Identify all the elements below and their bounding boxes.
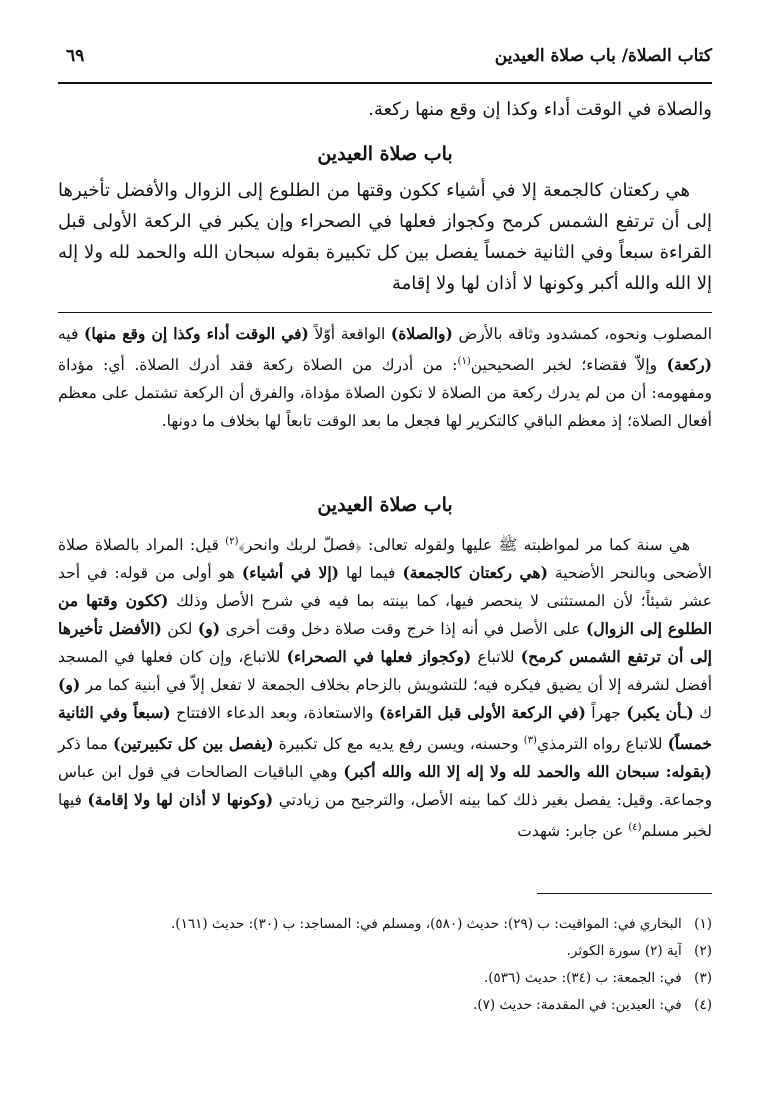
text-segment: (وكجواز فعلها في الصحراء): [286, 647, 472, 667]
text-segment: عن جابر: شهدت: [517, 822, 629, 841]
text-segment: فيها لخبر مسلم: [58, 791, 712, 841]
footnote-text: في: الجمعة: ب (٣٤): حديث (٥٣٦).: [483, 970, 686, 986]
text-segment: (إلا في أشياء): [241, 563, 340, 583]
footnote-marker: (٢): [225, 536, 239, 547]
footnote-item: [58, 941, 712, 961]
text-segment: الواقعة أوّلاً: [308, 325, 391, 343]
text-segment: (بقوله: سبحان الله والحمد لله ولا إله إلا الله والله أكبر): [343, 762, 712, 782]
text-segment: مما ذكر: [58, 735, 114, 754]
footnote-item: [58, 995, 712, 1015]
footnote-item: [58, 968, 712, 988]
footnote-marker: (٣): [523, 735, 537, 747]
footnote-number: (١): [694, 916, 712, 932]
text-segment: (ـأن يكبر): [626, 703, 694, 723]
text-segment: (و): [197, 619, 221, 639]
sharh-paragraph-2: [58, 528, 712, 845]
running-header: [58, 44, 712, 78]
page-number: ٦٩: [66, 46, 85, 66]
footnote-number: (٢): [694, 943, 712, 959]
footnote-text: في: العيدين: في المقدمة: حديث (٧).: [473, 997, 686, 1013]
text-segment: وحسنه، ويسن رفع يديه مع كل تكبيرة: [273, 735, 524, 754]
text-segment: هي سنة كما مر لمواظبته ﷺ عليها ولقوله تعالى: ﴿فصلّ لربك وانحر﴾: [238, 536, 690, 555]
text-segment: (هي ركعتان كالجمعة): [402, 563, 548, 583]
matn-section-heading: باب صلاة العيدين: [317, 143, 453, 165]
footnote-item: [58, 914, 712, 934]
text-segment: (و): [58, 675, 81, 695]
matn-intro-line: والصلاة في الوقت أداء وكذا إن وقع منها ركعة.: [368, 99, 712, 120]
text-segment: وهي الباقيات الصالحات في قول ابن عباس وجماعة. وقيل: يفصل بغير ذلك كما بينه الأصل، والترجيح من زيادتي: [58, 763, 712, 810]
matn-sharh-divider: [58, 312, 712, 313]
book-page: [58, 0, 712, 1097]
chapter-title: كتاب الصلاة/ باب صلاة العيدين: [494, 46, 712, 66]
footnote-text: البخاري في: المواقيت: ب (٢٩): حديث (٥٨٠)، ومسلم في: المساجد: ب (٣٠): حديث (١٦١).: [171, 916, 686, 932]
text-segment: للاتباع: [471, 648, 521, 667]
text-segment: المصلوب ونحوه، كمشدود وثاقه بالأرض: [452, 325, 712, 343]
text-segment: ك: [693, 704, 712, 723]
footnote-number: (٤): [694, 997, 712, 1013]
text-segment: (في الوقت أداء وكذا إن وقع منها): [84, 324, 309, 343]
text-segment: (ككون وقتها من الطلوع إلى الزوال): [58, 591, 713, 639]
text-segment: للاتباع رواه الترمذي: [536, 735, 668, 754]
sharh-section-heading: باب صلاة العيدين: [317, 494, 453, 516]
text-segment: (في الركعة الأولى قبل القراءة): [379, 703, 586, 723]
sharh-paragraph-1: [58, 320, 712, 435]
text-segment: : من أدرك من الصلاة ركعة فقد أدرك الصلاة. أي: مؤداة ومفهومه: أن من لم يدرك ركعة من الصلاة لا تكون الصلاة مؤداة، والفرق أن الركعة تشتمل على معظم أفعال الصلاة؛ إذ معظم الباقي كالتكرير لها فجعل ما بعد الوقت تابعاً لها بخلاف ما دونها.: [58, 356, 712, 431]
text-segment: وإلاّ فقضاء؛ لخبر الصحيحين: [470, 356, 667, 375]
footnote-text: آية (٢) سورة الكوثر.: [566, 943, 686, 959]
text-segment: قيل: المراد بالصلاة صلاة الأضحى وبالنحر الأضحية: [58, 536, 712, 583]
text-segment: (الأفضل تأخيرها إلى أن ترتفع الشمس كرمح): [58, 619, 712, 667]
text-segment: هو أولى من قوله: في أحد عشر شيئاً؛ لأن المستثنى لا ينحصر فيها، كما بينته بما فيه في شرح الأصل وذلك: [58, 564, 713, 611]
text-segment: على الأصل في أنه إذا خرج وقت صلاة دخل وقت أخرى: [220, 620, 586, 639]
text-segment: (وكونها لا أذان لها ولا إقامة): [87, 790, 274, 810]
footnote-rule: [537, 893, 712, 894]
matn-paragraph: هي ركعتان كالجمعة إلا في أشياء ككون وقتها من الطلوع إلى الزوال والأفضل تأخيرها إلى أن ترتفع الشمس كرمح وكجواز فعلها في الصحراء وإن يكبر في الركعة الأولى قبل القراءة سبعاً وفي الثانية خمساً يفصل بين كل تكبيرة بقوله سبحان الله والحمد لله ولا إله إلا الله والله أكبر وكونها لا أذان لها ولا إقامة: [58, 180, 712, 294]
header-rule: [58, 82, 712, 84]
text-segment: (يفصل بين كل تكبيرتين): [113, 734, 274, 754]
text-segment: (والصلاة): [390, 324, 453, 343]
text-segment: فيما لها: [339, 564, 403, 583]
text-segment: للاتباع، وإن كان فعلها في المسجد أفضل لشرفه إلا أن يضيق فيكره فيه؛ للتشويش بالزحام بخلاف الجمعة لا تفعل إلاّ في أبنية كما مر: [58, 648, 712, 695]
text-segment: (سبعاً وفي الثانية خمساً): [58, 703, 712, 754]
text-segment: لكن: [161, 620, 198, 639]
text-segment: (ركعة): [666, 355, 712, 375]
footnote-marker: (١): [457, 356, 471, 367]
footnote-number: (٣): [694, 970, 712, 986]
text-segment: فيه: [58, 325, 84, 343]
footnote-marker: (٤): [628, 822, 642, 834]
text-segment: والاستعاذة، وبعد الدعاء الافتتاح: [170, 704, 380, 723]
text-segment: جهراً: [585, 704, 627, 723]
